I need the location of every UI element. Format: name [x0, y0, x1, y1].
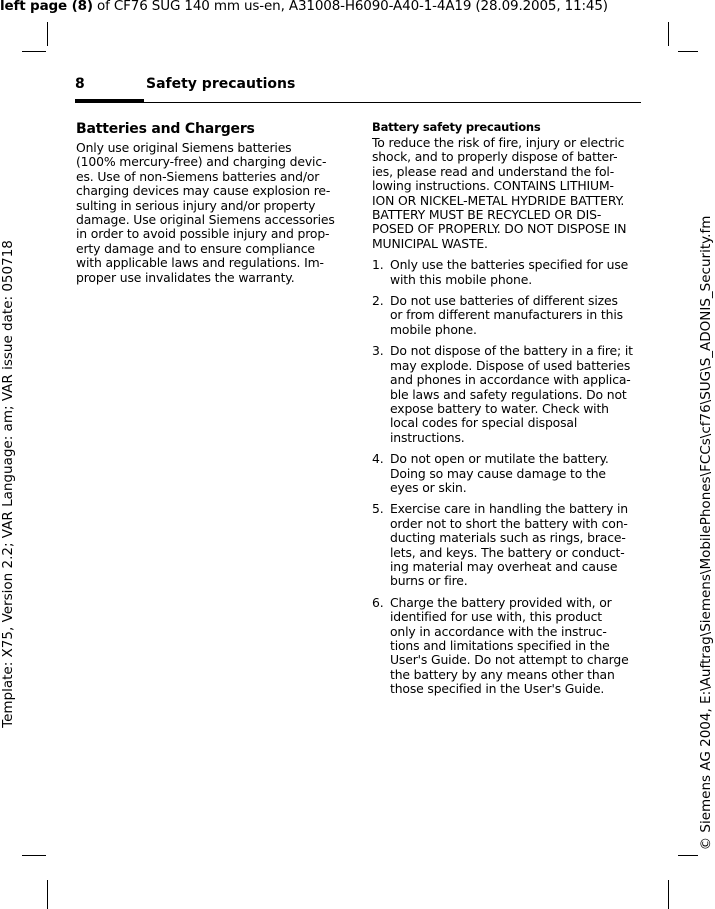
- right-column: [372, 121, 642, 704]
- text-line: charging devices may cause explosion re-: [76, 183, 331, 199]
- text-line: only in accordance with the instruc-: [390, 623, 607, 639]
- text-line: order not to short the battery with con-: [390, 515, 628, 531]
- text-line: erty damage and to ensure compliance: [76, 240, 315, 256]
- text-line: BATTERY MUST BE RECYCLED OR DIS-: [372, 207, 602, 223]
- list-number: 4.: [372, 451, 384, 467]
- text-line: ies, please read and understand the fol-: [372, 163, 615, 179]
- text-line: proper use invalidates the warranty.: [76, 269, 295, 285]
- text-line: with applicable laws and regulations. Im-: [76, 255, 324, 271]
- text-line: ION OR NICKEL-METAL HYDRIDE BATTERY.: [372, 192, 625, 208]
- intro-paragraph: [372, 136, 642, 251]
- text-line: tions and limitations specified in the: [390, 638, 610, 653]
- text-line: with this mobile phone.: [390, 271, 533, 287]
- print-info-page: left page (8): [0, 0, 93, 14]
- text-line: MUNICIPAL WASTE.: [372, 235, 488, 251]
- subsection-heading: Battery safety precautions: [372, 120, 541, 134]
- text-line: local codes for special disposal: [390, 415, 578, 431]
- text-line: es. Use of non-Siemens batteries and/or: [76, 168, 320, 184]
- crop-mark: [47, 22, 48, 46]
- text-line: Only use original Siemens batteries: [76, 140, 292, 155]
- text-line: Do not use batteries of different sizes: [390, 293, 618, 309]
- text-line: sulting in serious injury and/or property: [76, 197, 316, 213]
- section-heading: Batteries and Chargers: [76, 121, 255, 137]
- header-rule: [75, 102, 641, 103]
- crop-mark: [678, 855, 698, 856]
- page-number: 8: [75, 76, 85, 92]
- copyright-path-text: © Siemens AG 2004, E:\Auftrag\Siemens\MobilePhones\FCCs\cf76\SUG\S_ADONIS_Security.fm: [698, 215, 714, 851]
- list-number: 1.: [372, 257, 384, 273]
- text-line: Exercise care in handling the battery in: [390, 501, 628, 517]
- crop-mark: [678, 51, 698, 52]
- text-line: identified for use with, this product: [390, 609, 602, 625]
- text-line: (100% mercury-free) and charging devic-: [76, 154, 327, 170]
- text-line: instructions.: [390, 429, 465, 445]
- text-line: the battery by any means other than: [390, 666, 615, 682]
- text-line: eyes or skin.: [390, 479, 467, 495]
- list-item: [372, 502, 642, 588]
- crop-mark: [47, 880, 48, 909]
- text-line: Do not open or mutilate the battery.: [390, 451, 609, 467]
- text-line: ducting materials such as rings, brace-: [390, 530, 626, 546]
- text-line: POSED OF PROPERLY. DO NOT DISPOSE IN: [372, 221, 627, 237]
- print-info-text: of CF76 SUG 140 mm us-en, A31008-H6090-A40-1-4A19 (28.09.2005, 11:45): [92, 0, 608, 14]
- text-line: Do not dispose of the battery in a fire; it: [390, 343, 633, 359]
- text-line: To reduce the risk of fire, injury or electric: [372, 135, 625, 150]
- text-line: ing material may overheat and cause: [390, 558, 618, 574]
- list-item: [372, 344, 642, 445]
- left-column: [76, 121, 346, 285]
- text-line: or from different manufacturers in this: [390, 307, 623, 323]
- print-info-line: [0, 0, 715, 15]
- crop-mark: [668, 22, 669, 46]
- list-number: 5.: [372, 501, 384, 517]
- text-line: those specified in the User's Guide.: [390, 681, 605, 697]
- text-line: mobile phone.: [390, 321, 477, 337]
- list-number: 6.: [372, 594, 384, 610]
- text-line: lets, and keys. The battery or conduct-: [390, 544, 625, 560]
- text-line: and phones in accordance with applica-: [390, 372, 631, 388]
- text-line: Charge the battery provided with, or: [390, 594, 612, 610]
- text-line: in order to avoid possible injury and prop-: [76, 226, 330, 242]
- text-line: shock, and to properly dispose of batter-: [372, 149, 618, 165]
- text-line: Only use the batteries specified for use: [390, 257, 629, 273]
- precautions-list: [372, 258, 642, 696]
- text-line: User's Guide. Do not attempt to charge: [390, 652, 629, 668]
- list-item: [372, 258, 642, 287]
- section-paragraph: [76, 141, 346, 285]
- list-item: [372, 596, 642, 697]
- text-line: Doing so may cause damage to the: [390, 465, 606, 481]
- crop-mark: [22, 51, 46, 52]
- text-line: ble laws and safety regulations. Do not: [390, 386, 627, 402]
- template-info-text: Template: X75, Version 2.2; VAR Language: am; VAR issue date: 050718: [0, 240, 16, 728]
- text-line: expose battery to water. Check with: [390, 400, 609, 416]
- list-number: 2.: [372, 293, 384, 309]
- text-line: damage. Use original Siemens accessories: [76, 212, 335, 228]
- crop-mark: [668, 880, 669, 909]
- text-line: burns or fire.: [390, 573, 468, 589]
- text-line: may explode. Dispose of used batteries: [390, 357, 631, 373]
- crop-mark: [22, 855, 46, 856]
- list-number: 3.: [372, 343, 384, 359]
- list-item: [372, 294, 642, 337]
- text-line: lowing instructions. CONTAINS LITHIUM-: [372, 178, 614, 194]
- list-item: [372, 452, 642, 495]
- page-title: Safety precautions: [146, 76, 296, 92]
